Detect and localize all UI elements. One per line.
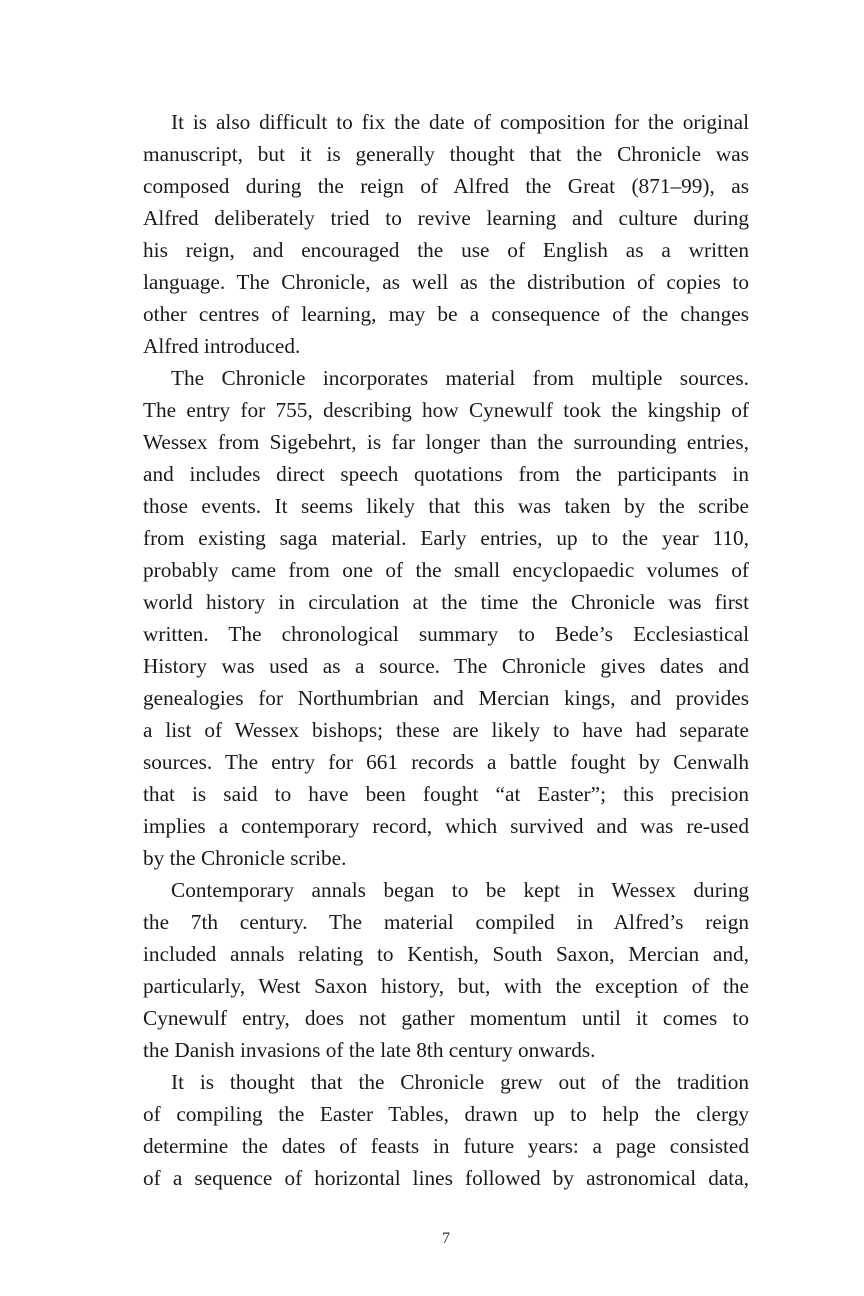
text-line: that is said to have been fought “at Easter”; this precision <box>143 782 749 806</box>
text-line: the 7th century. The material compiled in Alfred’s reign <box>143 910 749 934</box>
text-line: genealogies for Northumbrian and Mercian kings, and provides <box>143 686 749 710</box>
text-line: those events. It seems likely that this was taken by the scribe <box>143 494 749 518</box>
text-line: It is thought that the Chronicle grew out of the tradition <box>171 1070 749 1094</box>
text-line: composed during the reign of Alfred the Great (871–99), as <box>143 174 749 198</box>
text-line: Wessex from Sigebehrt, is far longer than the surrounding entries, <box>143 430 749 454</box>
text-line: probably came from one of the small encyclopaedic volumes of <box>143 558 749 582</box>
text-line: The Chronicle incorporates material from multiple sources. <box>171 366 749 390</box>
text-line: sources. The entry for 661 records a battle fought by Cenwalh <box>143 750 749 774</box>
text-line: It is also difficult to fix the date of composition for the original <box>171 110 749 134</box>
text-line: world history in circulation at the time the Chronicle was first <box>143 590 749 614</box>
text-line: determine the dates of feasts in future years: a page consisted <box>143 1134 749 1158</box>
paragraph-multiple-sources <box>143 362 749 874</box>
text-line: included annals relating to Kentish, South Saxon, Mercian and, <box>143 942 749 966</box>
text-line: Alfred deliberately tried to revive learning and culture during <box>143 206 749 230</box>
text-line: written. The chronological summary to Bede’s Ecclesiastical <box>143 622 749 646</box>
text-line: History was used as a source. The Chronicle gives dates and <box>143 654 749 678</box>
text-line: other centres of learning, may be a consequence of the changes <box>143 302 749 326</box>
text-line: The entry for 755, describing how Cynewulf took the kingship of <box>143 398 749 422</box>
text-line: from existing saga material. Early entries, up to the year 110, <box>143 526 749 550</box>
text-line: a list of Wessex bishops; these are likely to have had separate <box>143 718 749 742</box>
text-line: of compiling the Easter Tables, drawn up to help the clergy <box>143 1102 749 1126</box>
text-line: implies a contemporary record, which survived and was re-used <box>143 814 749 838</box>
text-line: manuscript, but it is generally thought that the Chronicle was <box>143 142 749 166</box>
text-line: by the Chronicle scribe. <box>143 846 347 870</box>
paragraph-contemporary-annals <box>143 874 749 1066</box>
text-line: particularly, West Saxon history, but, with the exception of the <box>143 974 749 998</box>
paragraph-date-of-composition <box>143 106 749 362</box>
paragraph-easter-tables <box>143 1066 749 1194</box>
text-line: Alfred introduced. <box>143 334 301 358</box>
text-line: his reign, and encouraged the use of English as a written <box>143 238 749 262</box>
page-number: 7 <box>442 1230 450 1247</box>
text-line: Contemporary annals began to be kept in Wessex during <box>171 878 749 902</box>
text-line: language. The Chronicle, as well as the distribution of copies to <box>143 270 749 294</box>
text-line: and includes direct speech quotations from the participants in <box>143 462 749 486</box>
text-line: Cynewulf entry, does not gather momentum until it comes to <box>143 1006 749 1030</box>
text-line: the Danish invasions of the late 8th century onwards. <box>143 1038 596 1062</box>
text-line: of a sequence of horizontal lines followed by astronomical data, <box>143 1166 749 1190</box>
page-body <box>143 106 749 1194</box>
